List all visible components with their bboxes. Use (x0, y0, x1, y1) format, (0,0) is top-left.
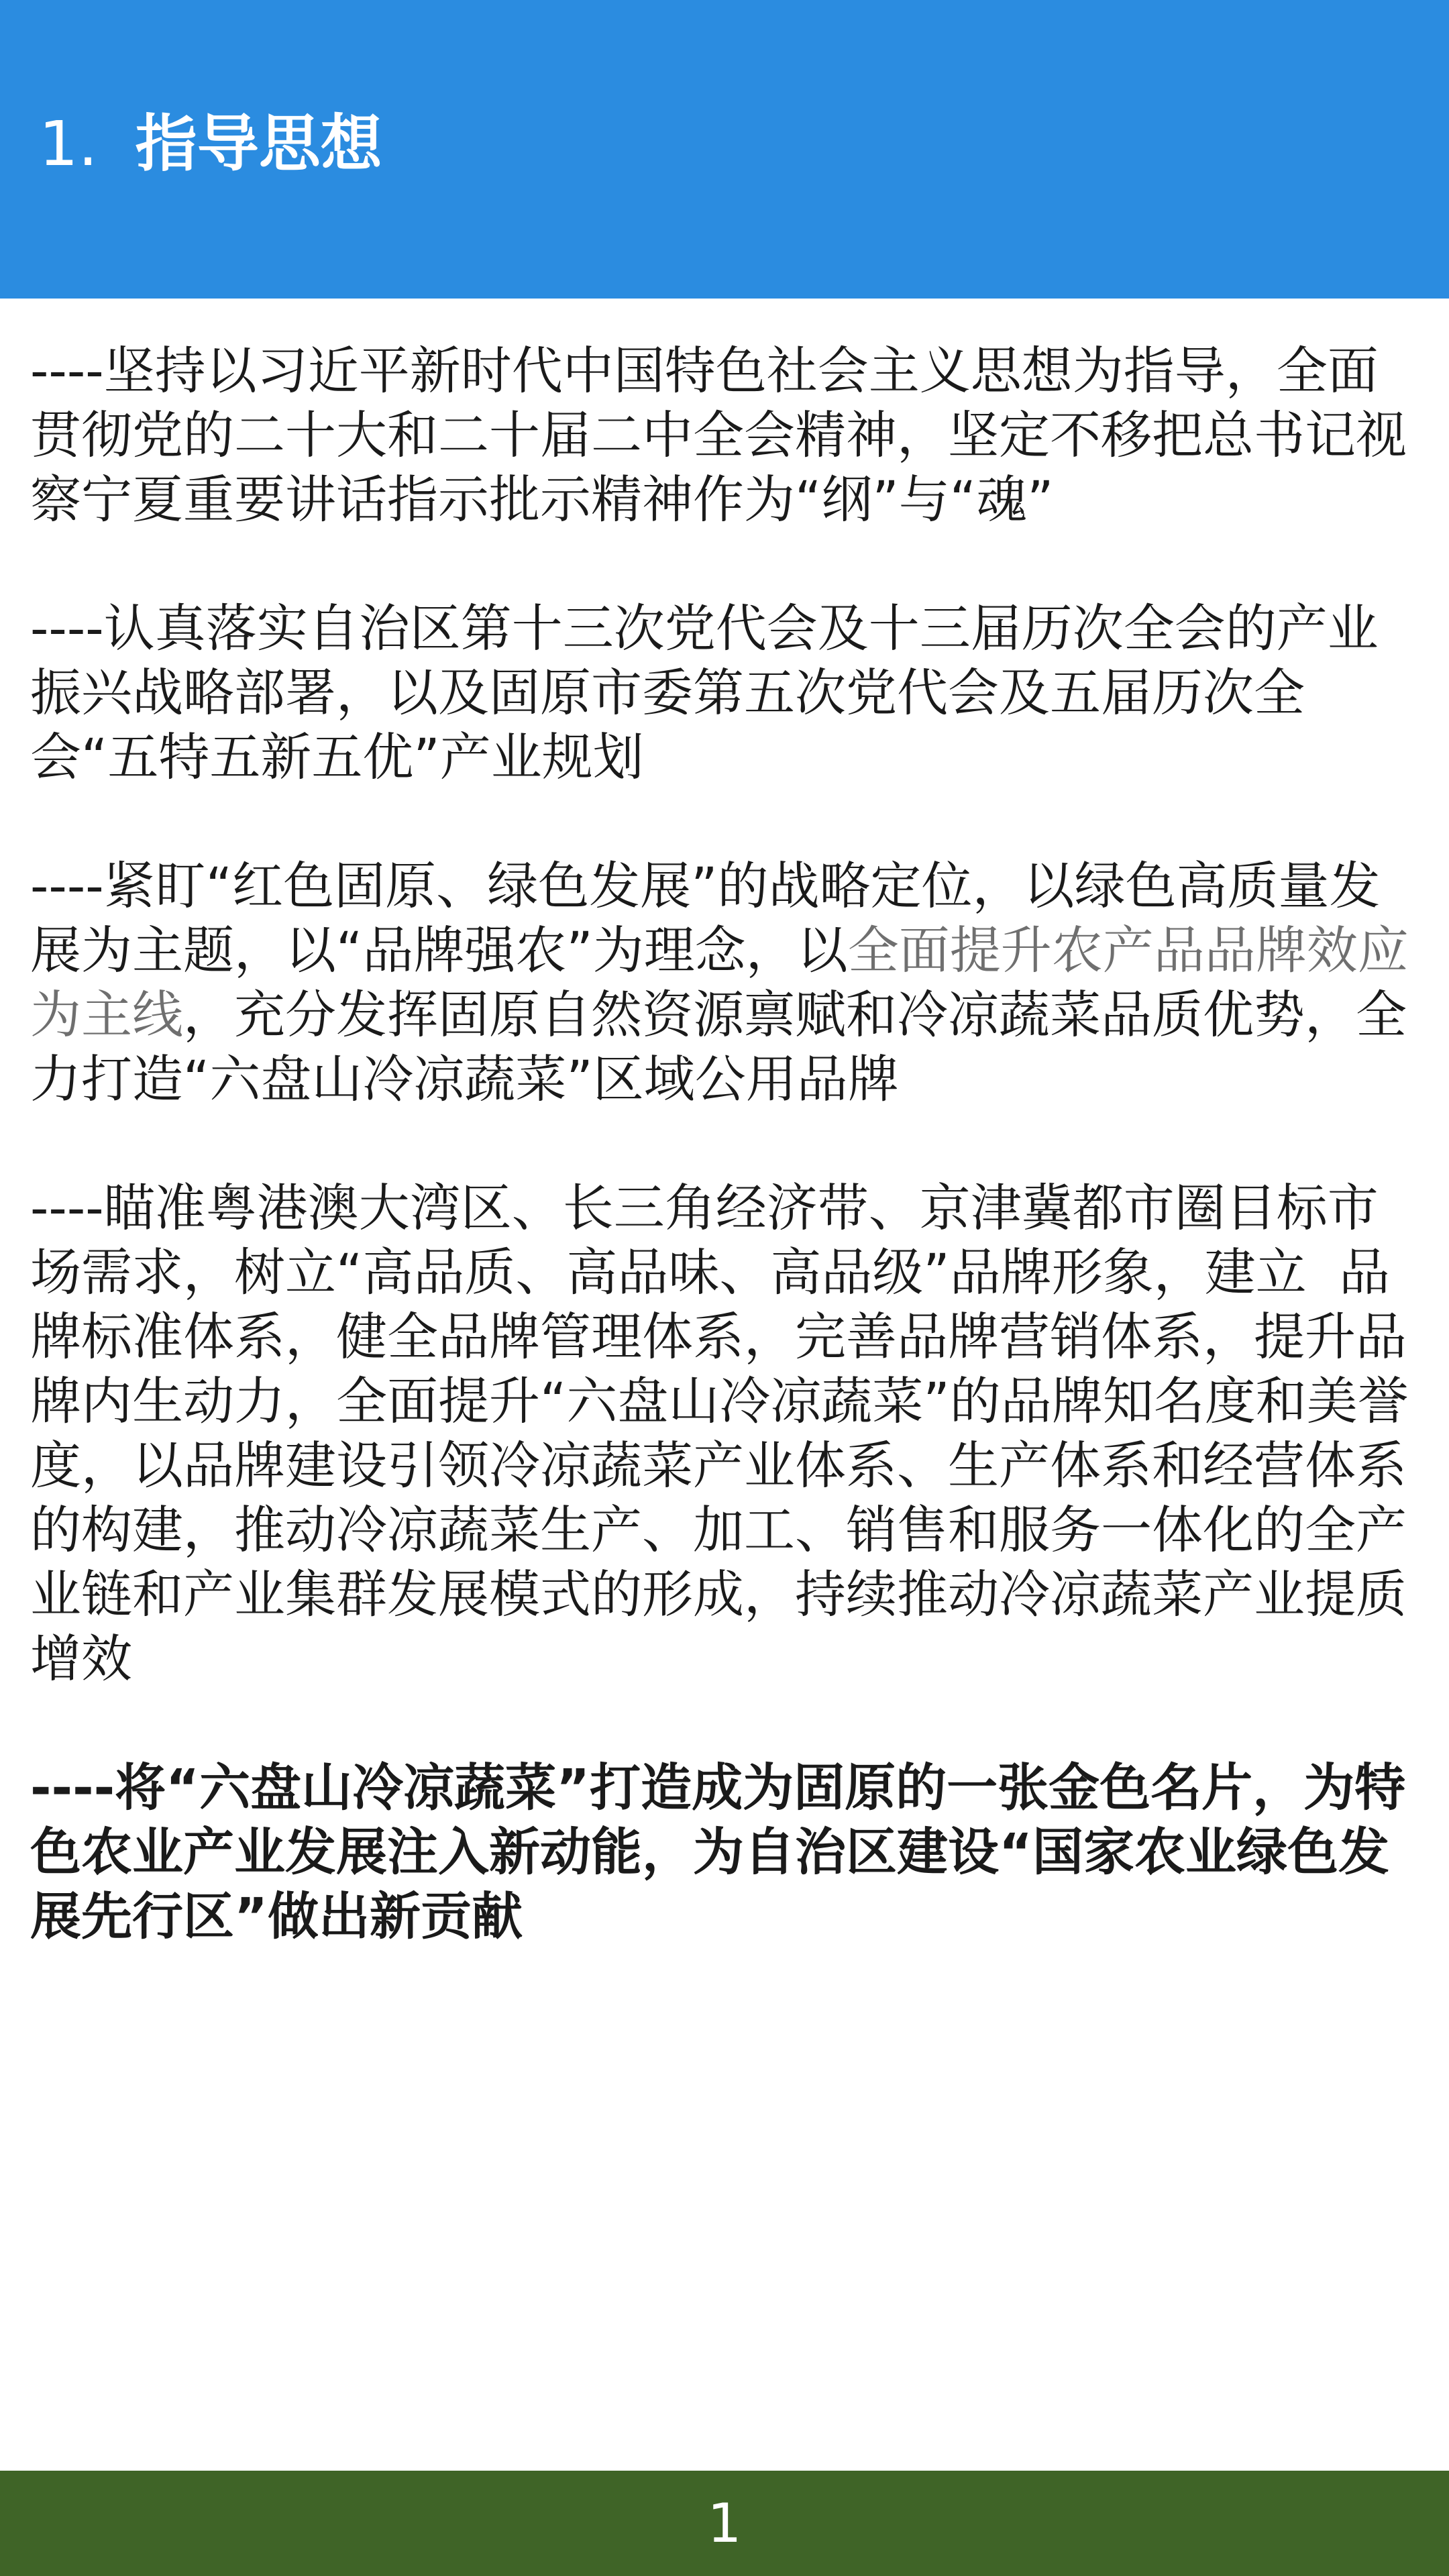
paragraph-target-market: ----瞄准粤港澳大湾区、长三角经济带、京津冀都市圈目标市场需求，树立“高品质、高品味、高品级”品牌形象，建立 品牌标准体系，健全品牌管理体系，完善品牌营销体系，提升品牌内生动力，全面提升“六盘山冷凉蔬菜”的品牌知名度和美誉度，以品牌建设引领冷凉蔬菜产业体系、生产体系和经营体系的构建，推动冷凉蔬菜生产、加工、销售和服务一体化的全产业链和产业集群发展模式的形成，持续推动冷凉蔬菜产业提质增效 (30, 1178, 1409, 1688)
highlighted-text: 全面提升农产品品牌效应为主线 (30, 920, 1409, 1044)
paragraph-guiding-ideology: ----坚持以习近平新时代中国特色社会主义思想为指导，全面贯彻党的二十大和二十届二中全会精神，坚定不移把总书记视察宁夏重要讲话指示批示精神作为“纲”与“魂” (30, 341, 1407, 529)
page-number: 1 (707, 2492, 742, 2555)
page-footer (0, 2471, 1449, 2576)
page-title (39, 107, 382, 181)
main-content (30, 339, 1419, 2013)
paragraph-industry-strategy: ----认真落实自治区第十三次党代会及十三届历次全会的产业振兴战略部署，以及固原市委第五次党代会及五届历次全会“五特五新五优”产业规划 (30, 598, 1379, 787)
paragraph-text: ，充分发挥固原自然资源禀赋和冷凉蔬菜品质优势，全力打造“六盘山冷凉蔬菜”区域公用品牌 (30, 985, 1407, 1109)
paragraph-text: ----紧盯“红色固原、绿色发展”的战略定位，以绿色高质量发展为主题，以“品牌强农”为理念，以 (30, 856, 1381, 980)
section-number: 1. (39, 108, 98, 180)
page-header (0, 0, 1449, 299)
section-title: 指导思想 (135, 108, 382, 180)
paragraph-strategic-positioning (30, 854, 1419, 1112)
paragraph-golden-card: ----将“六盘山冷凉蔬菜”打造成为固原的一张金色名片，为特色农业产业发展注入新动能，为自治区建设“国家农业绿色发展先行区”做出新贡献 (30, 1758, 1406, 1946)
